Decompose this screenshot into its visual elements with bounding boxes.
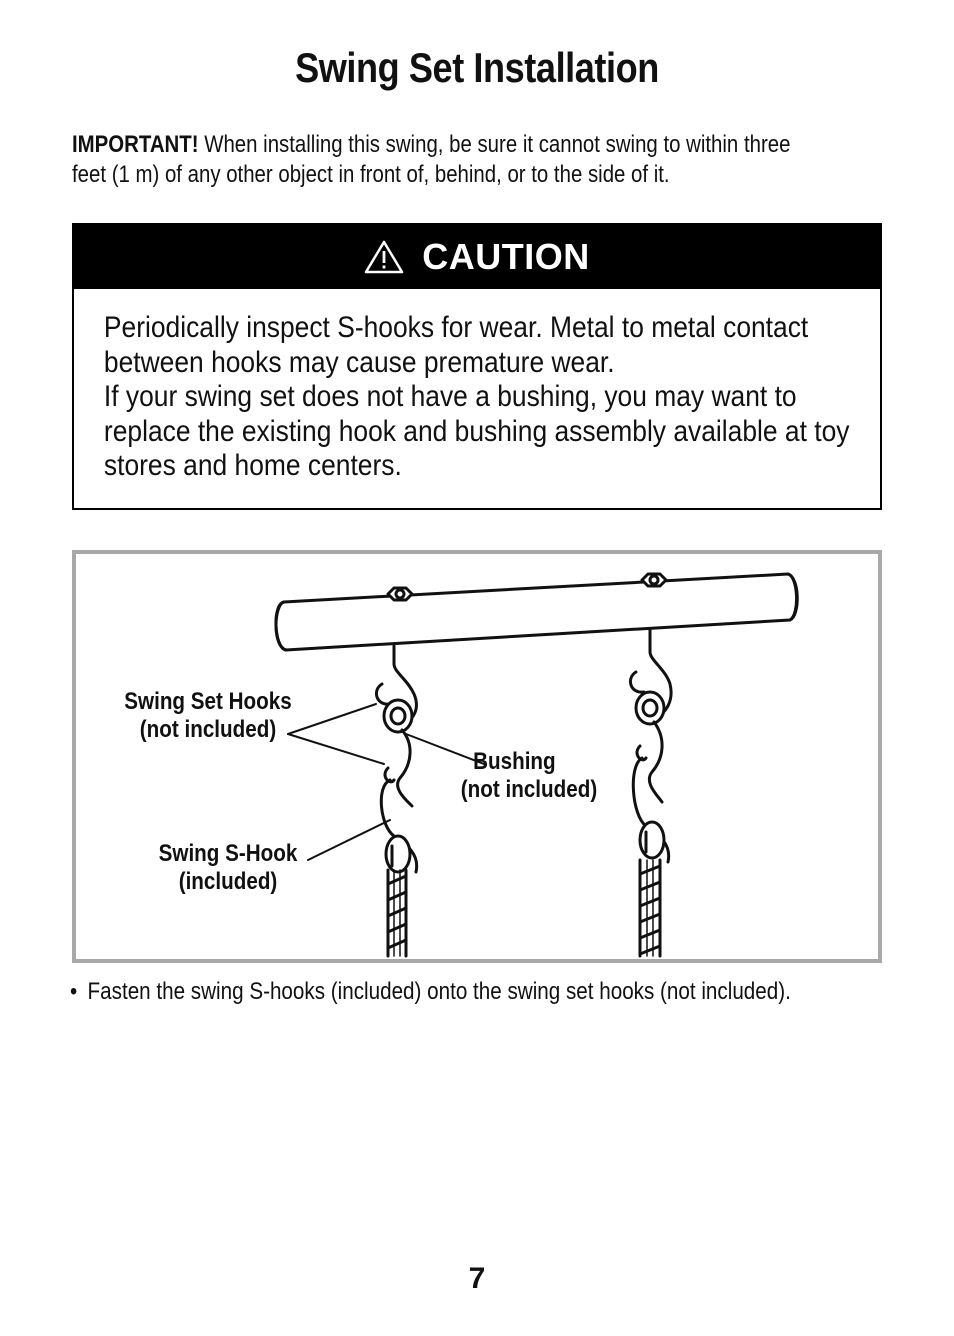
nut-right — [642, 574, 666, 586]
label-bushing: Bushing (not included) — [460, 748, 598, 803]
label-swing-s-hook: Swing S-Hook (included) — [158, 840, 298, 895]
bullet-dot: • — [70, 978, 78, 1005]
left-hook-assembly — [376, 646, 416, 956]
important-lead: IMPORTANT! — [72, 131, 199, 158]
right-hook-assembly — [630, 630, 671, 956]
crossbeam — [276, 574, 797, 650]
label-swing-set-hooks: Swing Set Hooks (not included) — [124, 688, 292, 743]
warning-triangle-icon — [364, 240, 404, 274]
caution-label: CAUTION — [422, 236, 590, 277]
instruction-list-item — [70, 978, 844, 1006]
caution-body — [74, 289, 891, 484]
important-notice — [72, 130, 820, 190]
caution-box — [72, 223, 882, 510]
instruction-text: Fasten the swing S-hooks (included) onto the swing set hooks (not included). — [87, 978, 791, 1005]
caution-paragraph-1: Periodically inspect S-hooks for wear. Metal to metal contact between hooks may cause premature wear. — [103, 311, 809, 379]
swing-hook-illustration — [72, 550, 882, 963]
page-title: Swing Set Installation — [295, 44, 659, 91]
caution-header — [74, 225, 880, 289]
important-text: When installing this swing, be sure it cannot swing to within three feet (1 m) of any other object in front of, behind, or to the side of it. — [72, 131, 791, 188]
caution-paragraph-2: If your swing set does not have a bushing, you may want to replace the existing hook and bushing assembly available at toy stores and home centers. — [103, 380, 850, 482]
nut-left — [388, 588, 412, 600]
page-number: 7 — [468, 1262, 486, 1295]
